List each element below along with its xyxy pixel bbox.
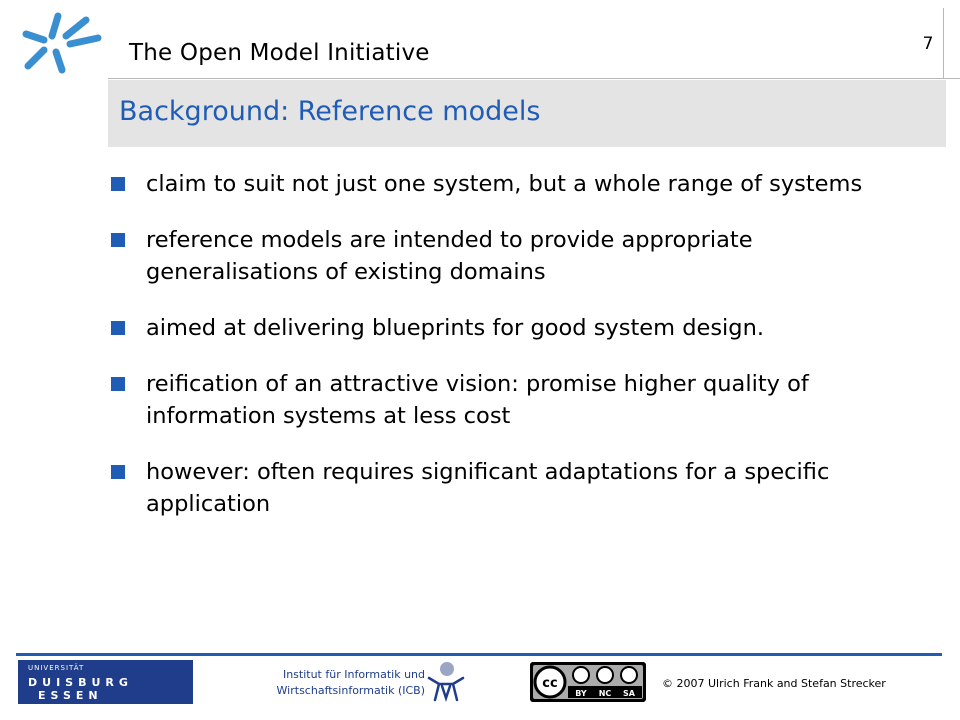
university-name-line1: DUISBURG (28, 676, 133, 689)
license-by-label: BY (575, 689, 587, 698)
footer-divider (16, 653, 942, 656)
creative-commons-license-badge (530, 662, 646, 702)
square-bullet-icon (111, 377, 125, 391)
university-name-line2: ESSEN (38, 689, 103, 702)
square-bullet-icon (111, 321, 125, 335)
bullet-text-continued: generalisations of existing domains (146, 259, 546, 285)
square-bullet-icon (111, 177, 125, 191)
institute-name (240, 667, 425, 699)
institute-name-line1: Institut für Informatik und (282, 668, 425, 681)
icb-logo (425, 660, 467, 704)
license-sa-label: SA (623, 689, 635, 698)
slide-title: Background: Reference models (119, 96, 541, 127)
bullet-item (110, 312, 910, 344)
bullet-item (110, 456, 910, 520)
bullet-text: aimed at delivering blueprints for good system design. (146, 315, 764, 341)
bullet-text-continued: information systems at less cost (146, 403, 511, 429)
header-title: The Open Model Initiative (129, 40, 430, 66)
bullet-text: claim to suit not just one system, but a whole range of systems (146, 171, 863, 197)
bullet-text-continued: application (146, 491, 271, 517)
square-bullet-icon (111, 233, 125, 247)
bullet-text: reification of an attractive vision: promise higher quality of (146, 371, 809, 397)
slide-title-bar (108, 80, 946, 147)
bullet-item (110, 224, 910, 288)
copyright-notice: © 2007 Ulrich Frank and Stefan Strecker (662, 677, 886, 690)
header-vertical-divider (943, 8, 944, 78)
university-label: UNIVERSITÄT (28, 664, 85, 672)
bullet-item (110, 168, 910, 200)
svg-text:cc: cc (542, 676, 558, 691)
bullet-list (110, 168, 910, 544)
license-nc-label: NC (598, 689, 612, 698)
open-model-initiative-logo (14, 6, 110, 76)
page-number: 7 (922, 34, 934, 54)
institute-name-line2: Wirtschaftsinformatik (ICB) (276, 684, 425, 697)
bullet-item (110, 368, 910, 432)
university-duisburg-essen-logo (18, 660, 193, 704)
bullet-text: however: often requires significant adaptations for a specific (146, 459, 830, 485)
square-bullet-icon (111, 465, 125, 479)
bullet-text: reference models are intended to provide appropriate (146, 227, 753, 253)
header-divider (108, 78, 960, 79)
